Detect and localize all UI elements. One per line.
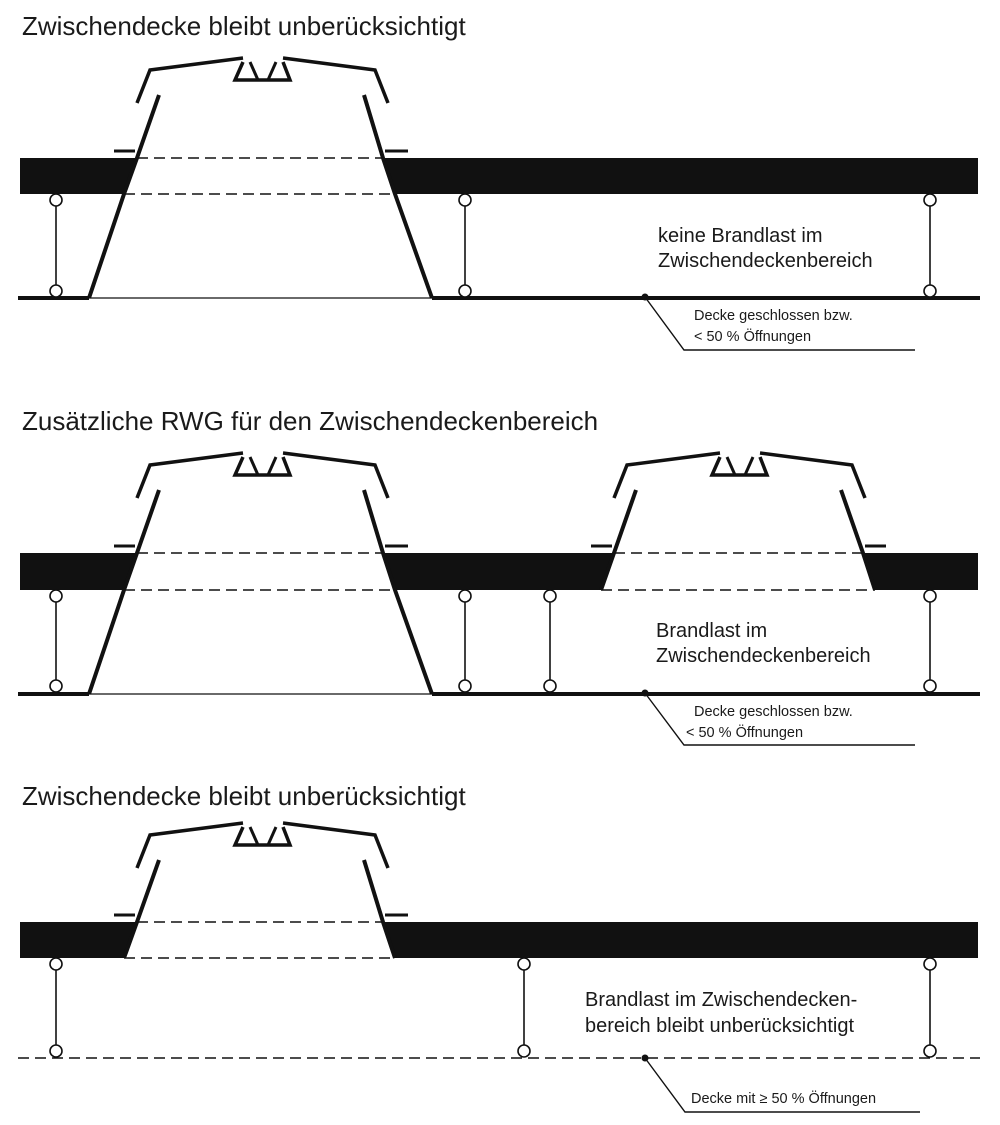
panel-2-roof-slab-left (20, 553, 137, 590)
panel-2-hanger (544, 590, 556, 692)
panel-2 (18, 406, 980, 745)
panel-2-roof-slab-middle (383, 553, 614, 590)
panel-1-callout-line-2: < 50 % Öffnungen (694, 329, 812, 345)
panel-3-hanger (50, 958, 62, 1057)
panel-2-hanger (50, 590, 62, 692)
panel-3-note-line-2: bereich bleibt unberücksichtigt (585, 1015, 855, 1037)
panel-1-smoke-vent (89, 58, 432, 298)
panel-3-callout-line-1: Decke mit ≥ 50 % Öffnungen (691, 1091, 877, 1107)
panel-3 (18, 781, 980, 1112)
panel-2-note-line-2: Zwischendeckenbereich (656, 645, 871, 667)
panel-2-note-line-1: Brandlast im (656, 620, 768, 642)
panel-3-note-line-1: Brandlast im Zwischendecken- (585, 989, 858, 1011)
panel-1 (18, 11, 980, 350)
panel-3-title: Zwischendecke bleibt unberücksichtigt (22, 781, 466, 811)
panel-3-hanger (518, 958, 530, 1057)
panel-1-hanger (924, 194, 936, 297)
panel-1-hanger (459, 194, 471, 297)
panel-1-roof-slab-right (383, 158, 978, 194)
panel-3-hanger (924, 958, 936, 1057)
panel-1-roof-slab-left (20, 158, 137, 194)
panel-2-title: Zusätzliche RWG für den Zwischendeckenbereich (22, 406, 599, 436)
panel-2-smoke-vent-ceiling (89, 453, 432, 694)
panel-1-hanger (50, 194, 62, 297)
panel-1-title: Zwischendecke bleibt unberücksichtigt (22, 11, 466, 41)
panel-2-smoke-vent-additional (591, 453, 886, 590)
panel-1-note-line-1: keine Brandlast im (658, 225, 823, 247)
panel-3-roof-slab-left (20, 922, 137, 958)
panel-2-roof-slab-right (863, 553, 978, 590)
panel-2-hanger (459, 590, 471, 692)
panel-2-callout-line-2: < 50 % Öffnungen (686, 725, 804, 741)
panel-2-hanger (924, 590, 936, 692)
panel-1-note-line-2: Zwischendeckenbereich (658, 250, 873, 272)
panel-2-callout-line-1: Decke geschlossen bzw. (694, 704, 853, 720)
panel-3-smoke-vent (114, 823, 408, 958)
panel-3-roof-slab-right (383, 922, 978, 958)
panel-1-callout-line-1: Decke geschlossen bzw. (694, 308, 853, 324)
